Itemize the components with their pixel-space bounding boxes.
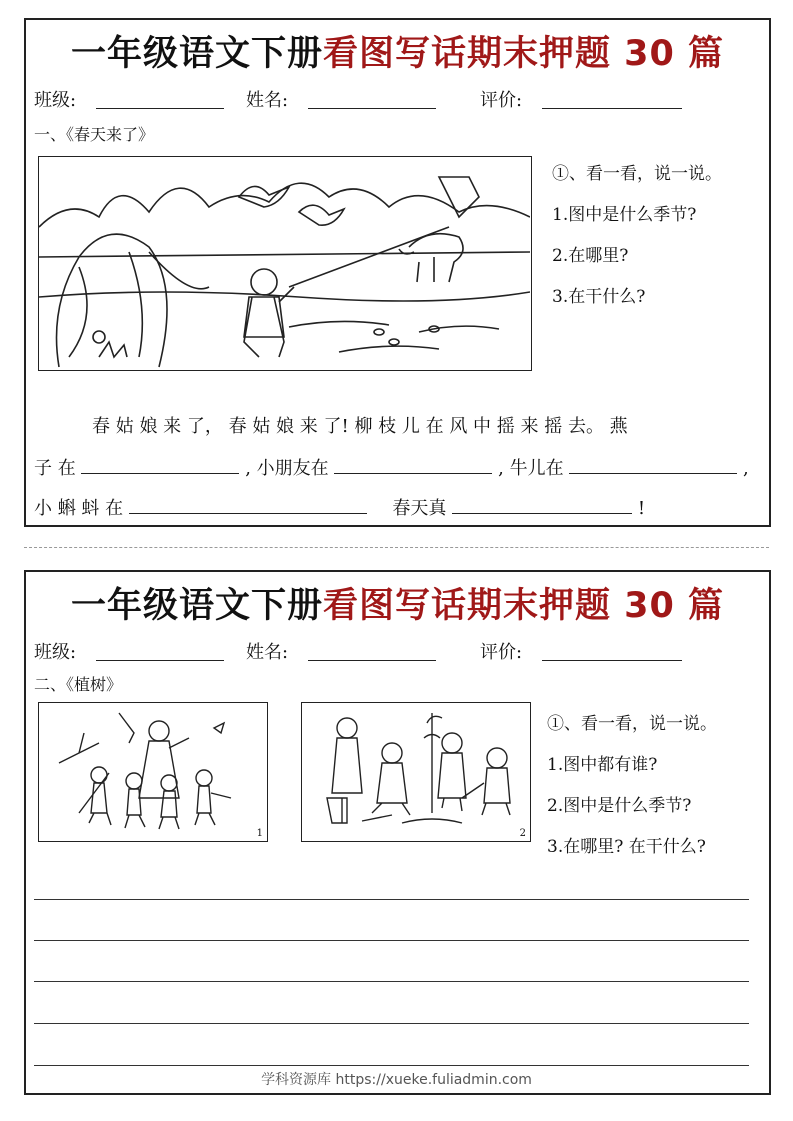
- question-intro: ①、看一看，说一说。: [552, 164, 722, 184]
- spring-illustration: [38, 156, 532, 371]
- passage-line-2: 子 在 , 小朋友在 , 牛儿在 ,: [34, 454, 749, 480]
- writing-line[interactable]: [34, 899, 749, 900]
- question-3: 3.在哪里? 在干什么?: [547, 837, 706, 857]
- question-2: 2.在哪里?: [552, 246, 629, 266]
- class-field[interactable]: [96, 660, 224, 661]
- page-title: 一年级语文下册看图写话期末押题 30 篇: [70, 586, 725, 626]
- blank-spring[interactable]: [452, 495, 632, 514]
- writing-line[interactable]: [34, 1023, 749, 1024]
- page-title: 一年级语文下册看图写话期末押题 30 篇: [70, 34, 725, 74]
- worksheet-planting: [24, 570, 771, 1095]
- question-3: 3.在干什么?: [552, 287, 646, 307]
- class-field[interactable]: [96, 108, 224, 109]
- question-list: [552, 154, 722, 318]
- eval-field[interactable]: [542, 660, 682, 661]
- passage-line-3: 小 蝌 蚪 在 春天真 !: [34, 494, 645, 520]
- question-1: 1.图中是什么季节?: [552, 205, 697, 225]
- page-divider: [24, 547, 769, 548]
- name-field[interactable]: [308, 108, 436, 109]
- writing-line[interactable]: [34, 940, 749, 941]
- watermark-footer: 学科资源库 https://xueke.fuliadmin.com: [261, 1072, 532, 1088]
- writing-line[interactable]: [34, 981, 749, 982]
- section-heading: 二、《植树》: [34, 675, 123, 694]
- blank-swallow[interactable]: [81, 455, 239, 474]
- question-intro: ①、看一看，说一说。: [547, 714, 717, 734]
- student-info-row: [34, 638, 761, 664]
- blank-cow[interactable]: [569, 455, 737, 474]
- name-label: 姓名:: [246, 642, 289, 663]
- blank-tadpole[interactable]: [129, 495, 367, 514]
- passage-line-1: 春 姑 娘 来 了， 春 姑 娘 来 了! 柳 枝 儿 在 风 中 摇 来 摇 去。 燕: [92, 416, 628, 437]
- question-list: [547, 704, 717, 868]
- writing-line[interactable]: [34, 1065, 749, 1066]
- eval-label: 评价:: [480, 90, 523, 111]
- question-2: 2.图中是什么季节?: [547, 796, 692, 816]
- worksheet-spring: [24, 18, 771, 527]
- student-info-row: [34, 86, 761, 112]
- class-label: 班级:: [34, 90, 77, 111]
- eval-label: 评价:: [480, 642, 523, 663]
- name-field[interactable]: [308, 660, 436, 661]
- planting-illustration-1: [38, 702, 268, 842]
- planting-illustration-2: [301, 702, 531, 842]
- eval-field[interactable]: [542, 108, 682, 109]
- section-heading: 一、《春天来了》: [34, 125, 155, 144]
- question-1: 1.图中都有谁?: [547, 755, 658, 775]
- picture-number: 1: [256, 828, 263, 839]
- class-label: 班级:: [34, 642, 77, 663]
- picture-number: 2: [519, 828, 526, 839]
- name-label: 姓名:: [246, 90, 289, 111]
- blank-child[interactable]: [334, 455, 492, 474]
